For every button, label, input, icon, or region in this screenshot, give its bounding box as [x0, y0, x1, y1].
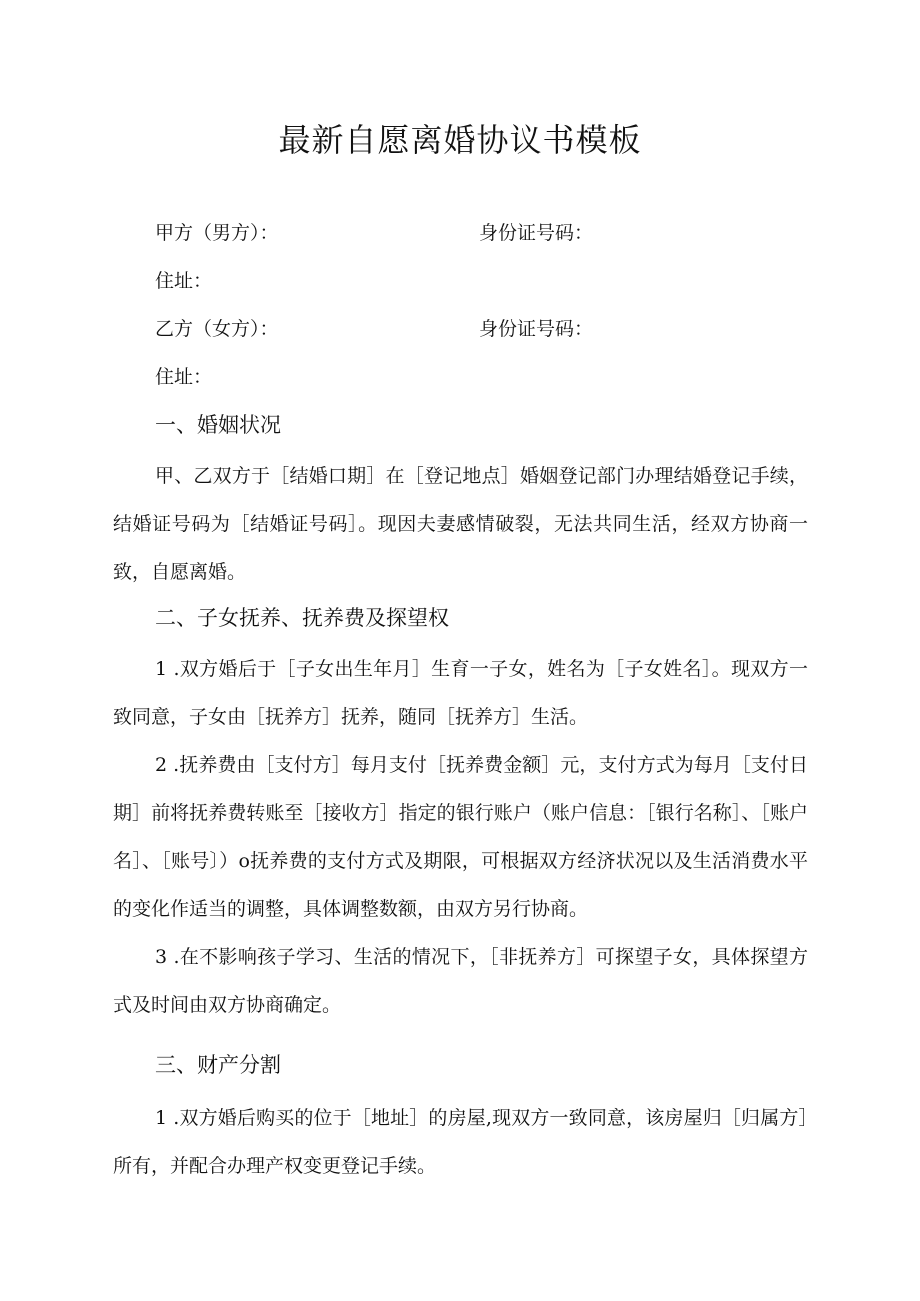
paragraph-child-custody-2: 2 .抚养费由［支付方］每月支付［抚养费金额］元，支付方式为每月［支付日期］前将抚养费转账至［接收方］指定的银行账户（账户信息：［银行名称］、［账户名］、［账号〕）o抚养费的支付方式及期限，可根据双方经济状况以及生活消费水平的变化作适当的调整，具体调整数额，由双方另行协商。	[113, 754, 808, 920]
party-b-address-label: 住址：	[155, 366, 213, 388]
document-title: 最新自愿离婚协议书模板	[278, 121, 642, 159]
paragraph-marriage-status: 甲、乙双方于［结婚口期］在［登记地点］婚姻登记部门办理结婚登记手续，结婚证号码为［结婚证号码］。现因夫妻感情破裂，无法共同生活，经双方协商一致，自愿离婚。	[113, 465, 808, 583]
paragraph-property-division-1: 1 .双方婚后购买的位于［地址］的房屋,现双方一致同意，该房屋归［归属方］所有，并配合办理产权变更登记手续。	[113, 1107, 808, 1177]
section-heading-property-division: 三、财产分割	[155, 1053, 281, 1077]
section-heading-marriage-status: 一、婚姻状况	[155, 413, 281, 437]
section-heading-child-custody: 二、子女抚养、抚养费及探望权	[155, 606, 449, 630]
paragraph-child-custody-3: 3 .在不影响孩子学习、生活的情况下，［非抚养方］可探望子女，具体探望方式及时间由双方协商确定。	[113, 946, 808, 1016]
party-a-address-label: 住址：	[155, 270, 213, 292]
party-b-label: 乙方（女方）：	[155, 318, 279, 340]
party-b-id-label: 身份证号码：	[479, 318, 594, 340]
party-a-label: 甲方（男方）：	[155, 222, 279, 244]
paragraph-child-custody-1: 1 .双方婚后于［子女出生年月］生育一子女，姓名为［子女姓名］。现双方一致同意，子女由［抚养方］抚养，随同［抚养方］生活。	[113, 658, 808, 728]
party-a-id-label: 身份证号码：	[479, 222, 594, 244]
